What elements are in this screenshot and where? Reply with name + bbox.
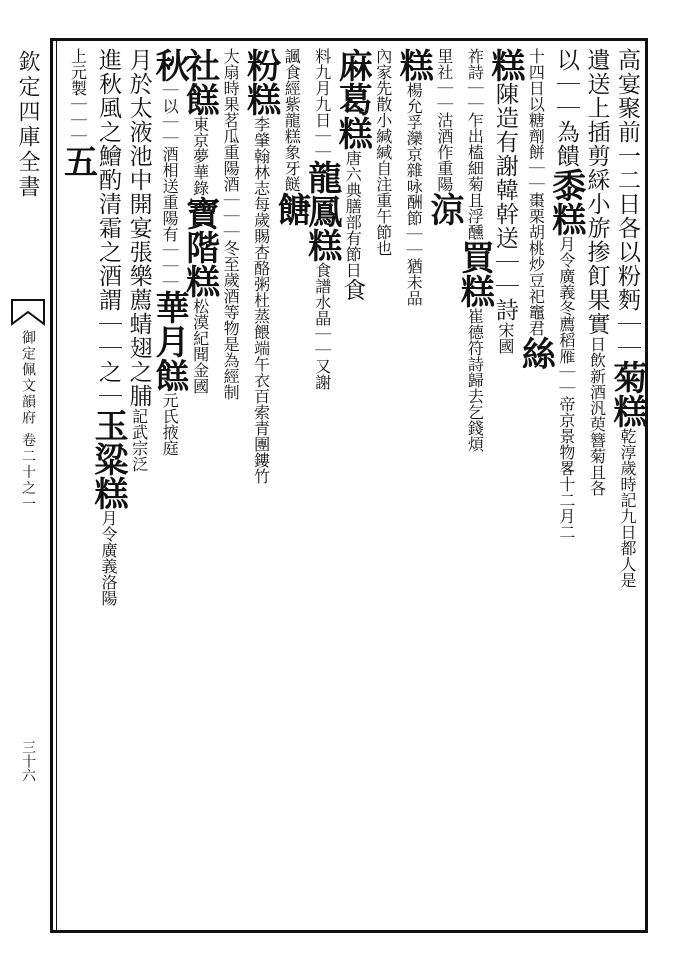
annotation-text: 唐六典膳部有節日 — [343, 150, 363, 278]
body-text: 月於太液池中開宴張樂薦蜻翅之脯 — [125, 48, 152, 408]
headword: 涼 — [423, 192, 464, 226]
book-title: 欽定四庫全書 — [15, 50, 40, 200]
annotation-text: 崔德符詩歸去乞錢煩 — [465, 308, 485, 452]
headword: 玉 — [88, 408, 129, 442]
headword: 粉 — [240, 48, 281, 82]
headword: 糕 — [88, 476, 129, 510]
annotation-text: 重陽有｜｜｜ — [160, 194, 180, 290]
annotation-text: 大扇時果茗瓜重陽酒｜｜｜冬至歲酒等物是為經制 — [221, 48, 241, 400]
headword: 糕 — [393, 48, 434, 82]
annotation-text: 月令廣義洛陽 — [99, 510, 119, 606]
text-column — [484, 48, 525, 924]
headword: 餻 — [149, 358, 190, 392]
body-text: 遺送上插剪綵小旂掺飣果實 — [583, 48, 610, 336]
annotation-text: 內家先散小緘緘自注重午節也 — [373, 48, 393, 256]
headword: 鳳 — [301, 194, 342, 228]
text-column — [454, 48, 495, 924]
headword: 糕 — [332, 116, 373, 150]
headword: 麻 — [332, 48, 373, 82]
headword: 餹 — [271, 192, 312, 226]
headword: 粱 — [88, 442, 129, 476]
annotation-text: 里社｜｜沽酒作重陽 — [434, 48, 454, 192]
body-text: 進秋風之鱠酌清霜之酒謂｜｜之｜ — [95, 48, 122, 408]
annotation-text: 宋國 — [495, 322, 515, 354]
headword: 階 — [179, 230, 220, 264]
headword: 糕 — [454, 274, 495, 308]
text-column — [271, 48, 312, 924]
annotation-text: 料九月九日｜｜ — [312, 48, 332, 160]
annotation-text: 松漠紀聞金國 — [190, 298, 210, 394]
page-number: 三十六 — [20, 740, 36, 782]
annotation-text: 食譜水晶｜｜又謝 — [312, 262, 332, 390]
headword: 秋 — [149, 48, 190, 82]
body-text: 陳造有謝韓幹送｜｜詩 — [491, 82, 518, 322]
frame-top-rule — [50, 38, 646, 41]
headword: 糕 — [545, 202, 586, 236]
fish-tail-ornament — [10, 298, 46, 326]
headword: 糕 — [484, 48, 525, 82]
headword: 華 — [149, 290, 190, 324]
volume-label: 御定佩文韻府 卷二十之一 — [20, 330, 36, 513]
annotation-text: 記武宗泛 — [129, 408, 149, 472]
headword: 月 — [149, 324, 190, 358]
annotation-text: 楊允孚灤京雜咏酬節｜｜猶未品 — [404, 82, 424, 306]
text-column — [301, 48, 342, 924]
text-column — [515, 48, 556, 924]
text-column — [367, 48, 398, 924]
frame-right-rule — [645, 38, 648, 933]
headword: 社 — [179, 48, 220, 82]
text-column — [423, 48, 464, 924]
headword: 餻 — [179, 82, 220, 116]
annotation-text: ｜以｜｜酒相送 — [160, 82, 180, 194]
headword: 五 — [57, 144, 98, 178]
annotation-text: 上元製｜｜｜ — [68, 48, 88, 144]
text-column — [215, 48, 246, 924]
annotation-text: 東京夢華錄 — [190, 116, 210, 196]
headword: 寶 — [179, 196, 220, 230]
body-text: 食 — [339, 278, 366, 302]
text-column — [240, 48, 281, 924]
annotation-text: 十四日以糖劑餅｜｜棗栗胡桃炒豆祀竈君 — [526, 48, 546, 336]
headword: 黍 — [545, 168, 586, 202]
annotation-text: 祚詩｜｜乍出榼細菊且浮醺 — [465, 48, 485, 240]
annotation-text: 乾淳歲時記九日都人是 — [617, 428, 637, 588]
annotation-text: 元氏掖庭 — [160, 392, 180, 456]
text-column — [88, 48, 129, 924]
text-column — [149, 48, 190, 924]
text-column — [393, 48, 434, 924]
annotation-text: 日飲新酒汎萸簪菊且各 — [587, 336, 607, 496]
headword: 絲 — [515, 336, 556, 370]
headword: 菊 — [606, 360, 647, 394]
body-text: 以｜｜為饋 — [552, 48, 579, 168]
headword: 葛 — [332, 82, 373, 116]
headword: 買 — [454, 240, 495, 274]
headword: 糕 — [240, 82, 281, 116]
annotation-text: 月令廣義冬薦稻雁｜｜帝京景物畧十二月二 — [556, 236, 576, 540]
annotation-text: 諷食經紫龍糕象牙餸 — [282, 48, 302, 192]
text-column — [545, 48, 586, 924]
body-text: 高宴聚前一二日各以粉麪｜｜ — [613, 48, 640, 360]
frame-left-rule — [50, 38, 53, 933]
text-column — [606, 48, 647, 924]
frame-bottom-rule — [50, 930, 646, 933]
headword: 糕 — [606, 394, 647, 428]
headword: 糕 — [179, 264, 220, 298]
text-column — [179, 48, 220, 924]
headword: 糕 — [301, 228, 342, 262]
headword: 龍 — [301, 160, 342, 194]
text-column — [57, 48, 98, 924]
annotation-text: 李肇翰林志每歲賜杏酪粥杜蒸餵端午衣百索青團鏤竹 — [251, 116, 271, 484]
